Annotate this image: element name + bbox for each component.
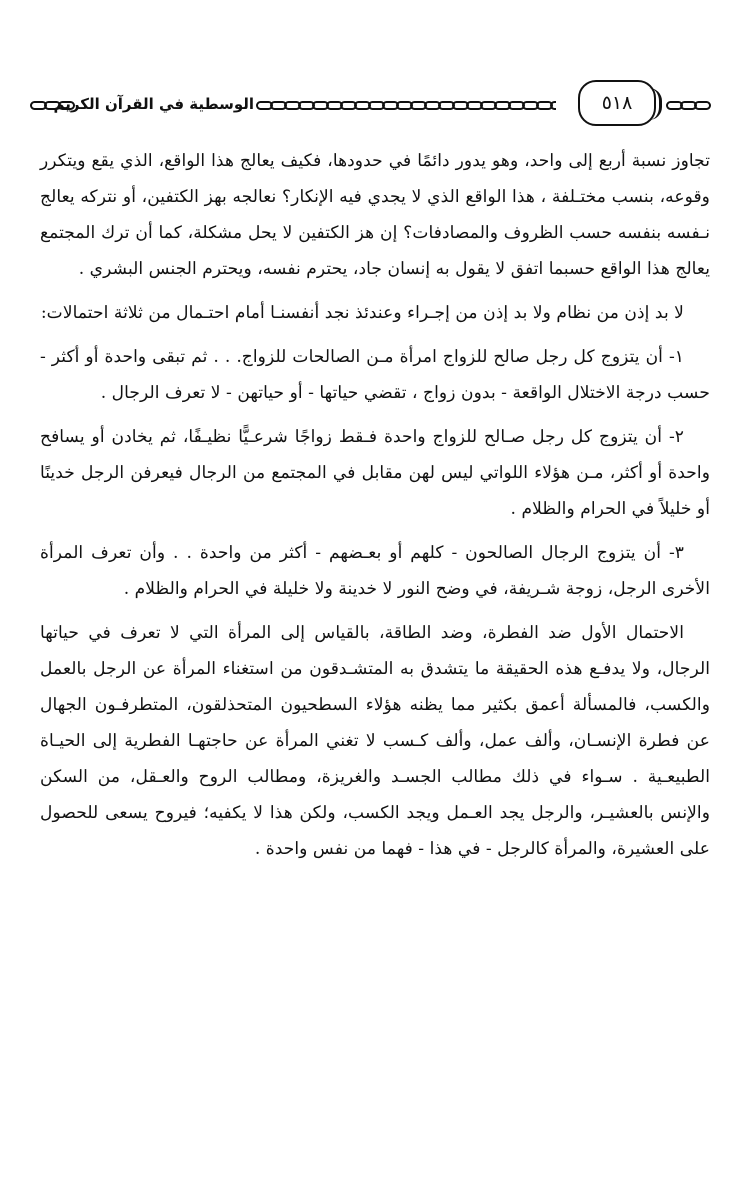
chain-ornament-middle xyxy=(256,98,556,112)
paragraph-option-2: ٢- أن يتزوج كل رجل صـالح للزواج واحدة فـقط زواجًا شرعـيًّا نظيـفًا، ثم يخادن أو يسافح واحدة أو أكثر، مـن هؤلاء اللواتي ليس لهن مقابل في المجتمع من الرجال فيعرفن الرجل خدينًا أو خليلاً في الحرام والظلام . xyxy=(40,427,710,519)
paragraph-first-option-discussion: الاحتمال الأول ضد الفطرة، وضد الطاقة، بالقياس إلى المرأة التي لا تعرف في حياتها الرجال، ولا يدفـع هذه الحقيقة ما يتشدق به المتشـدقون من استغناء المرأة عن الرجل بالعمل والكسب، فالمسألة أعمق بكثير مما يظنه هؤلاء السطحيون المتحذلقون، المتطرفـون الجهال عن فطرة الإنسـان، وألف عمل، وألف كـسب لا تغني المرأة عن حاجتهـا الفطرية إلى الحيـاة الطبيعـية . سـواء في ذلك مطالب الجسـد والغريزة، ومطالب الروح والعـقل، من السكن والإنس بالعشيـر، والرجل يجد العـمل ويجد الكسب، ولكن هذا لا يكفيه؛ فيروح يسعى للحصول على العشيرة، والمرأة كالرجل - في هذا - فهما من نفس واحدة . xyxy=(40,623,710,859)
page-body xyxy=(40,143,710,875)
paragraph-continuation: تجاوز نسبة أربع إلى واحد، وهو يدور دائمًا في حدودها، فكيف يعالج هذا الواقع، الذي يقع ويتكرر وقوعه، بنسب مختـلفة ، هذا الواقع الذي لا يجدي فيه الإنكار؟ نعالجه بهز الكتفين، أو نتركه يعالج نـفسه بنفسه حسب الظروف والمصادفات؟ إن هز الكتفين لا يحل مشكلة، كما أن ترك المجتمع يعالج هذا الواقع حسبما اتفق لا يقول به إنسان جاد، يحترم نفسه، ويحترم الجنس البشري . xyxy=(40,151,710,279)
chain-ornament-right xyxy=(666,98,722,112)
paragraph-option-1: ١- أن يتزوج كل رجل صالح للزواج امرأة مـن الصالحات للزواج. . . ثم تبقى واحدة أو أكثر - حسب درجة الاختلال الواقعة - بدون زواج ، تقضي حياتها - أو حياتهن - لا تعرف الرجال . xyxy=(40,347,710,403)
page-number: ٥١٨ xyxy=(578,80,656,126)
paragraph-options-intro: لا بد إذن من نظام ولا بد إذن من إجـراء وعندئذ نجد أنفسنـا أمام احتـمال من ثلاثة احتمالات: xyxy=(40,303,684,323)
page-header xyxy=(26,80,726,132)
paragraph-option-3: ٣- أن يتزوج الرجال الصالحون - كلهم أو بعـضهم - أكثر من واحدة . . وأن تعرف المرأة الأخرى الرجل، زوجة شـريفة، في وضح النور لا خدينة ولا خليلة في الحرام والظلام . xyxy=(40,543,710,599)
running-title: الوسطية في القرآن الكريم xyxy=(53,95,254,113)
